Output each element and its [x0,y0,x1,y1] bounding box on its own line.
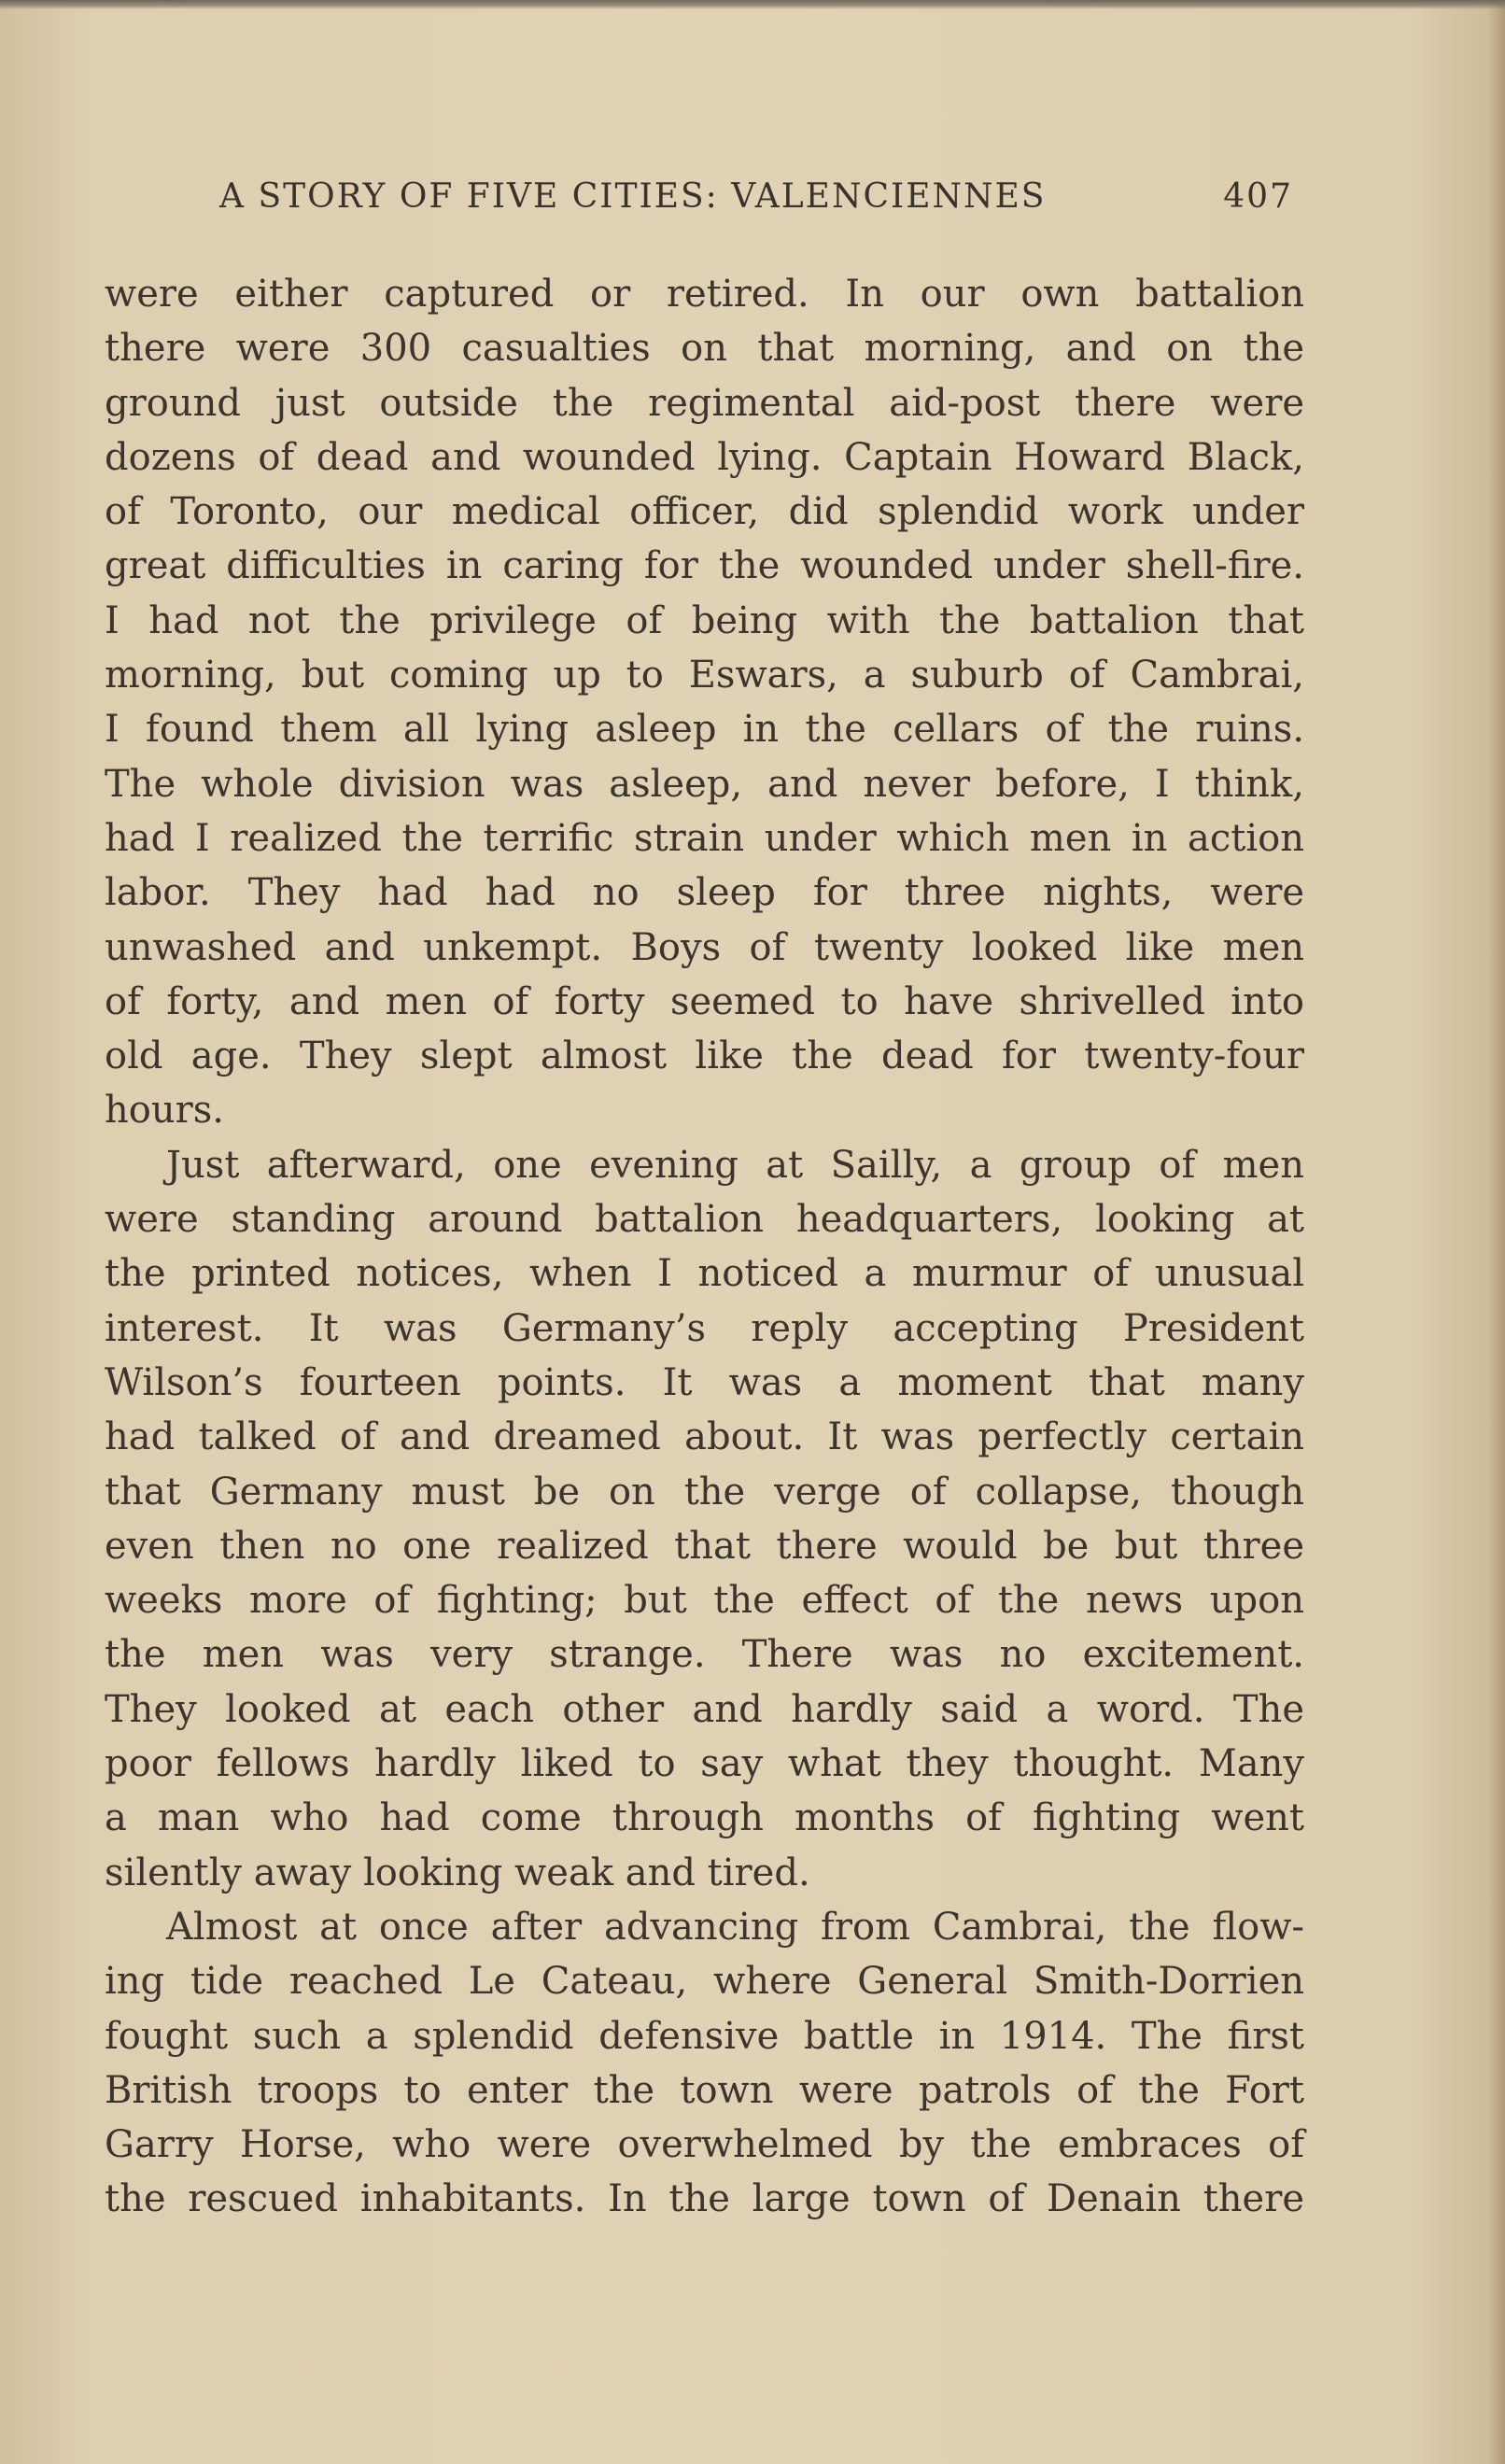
text-line: weeks more of fighting; but the effect of the news upon [105,1579,1304,1623]
text-line: great difficulties in caring for the wounded under shell-fire. [105,544,1304,588]
text-line: fought such a splendid defensive battle in 1914. The first [105,2014,1304,2058]
text-line: were standing around battalion headquarters, looking at [105,1198,1304,1242]
text-line: of forty, and men of forty seemed to have shrivelled into [105,979,1304,1023]
text-line: the rescued inhabitants. In the large town of Denain there [105,2177,1304,2221]
text-line: the men was very strange. There was no excitement. [105,1633,1304,1677]
text-line: even then no one realized that there would be but three [105,1524,1304,1568]
running-title: A STORY OF FIVE CITIES: VALENCIENNES [219,177,1047,216]
text-line: silently away looking weak and tired. [105,1851,810,1894]
text-line: a man who had come through months of fighting went [105,1796,1304,1840]
text-line: old age. They slept almost like the dead for twenty-four [105,1035,1304,1078]
text-line: of Toronto, our medical officer, did splendid work under [105,490,1304,534]
running-header [219,177,1293,216]
text-line: had I realized the terrific strain under which men in action [105,816,1304,860]
text-line: poor fellows hardly liked to say what they thought. Many [105,1742,1304,1786]
text-line: hours. [105,1089,224,1133]
page-edge-shadow [1488,0,1505,2464]
text-line: ing tide reached Le Cateau, where General Smith-Dorrien [105,1960,1304,2004]
text-line: They looked at each other and hardly said a word. The [105,1687,1304,1731]
body-text [105,267,1304,2227]
page-number: 407 [1223,177,1293,216]
text-line: The whole division was asleep, and never before, I think, [105,762,1304,806]
text-line: I found them all lying asleep in the cellars of the ruins. [105,708,1304,752]
text-line: morning, but coming up to Eswars, a suburb of Cambrai, [105,654,1304,697]
text-line: I had not the privilege of being with the battalion that [105,598,1304,642]
text-line: interest. It was Germany’s reply accepting President [105,1306,1304,1350]
text-line: Just afterward, one evening at Sailly, a group of men [166,1143,1304,1187]
text-line: that Germany must be on the verge of collapse, though [105,1470,1304,1514]
text-line: the printed notices, when I noticed a murmur of unusual [105,1252,1304,1296]
text-line: Wilson’s fourteen points. It was a moment that many [105,1360,1304,1404]
page-top-shadow [0,0,1505,9]
text-line: British troops to enter the town were patrols of the Fort [105,2068,1304,2112]
text-line: were either captured or retired. In our own battalion [105,273,1304,316]
text-line: there were 300 casualties on that morning, and on the [105,327,1304,371]
text-line: had talked of and dreamed about. It was perfectly certain [105,1415,1304,1459]
text-line: dozens of dead and wounded lying. Captain Howard Black, [105,435,1304,479]
text-line: ground just outside the regimental aid-post there were [105,381,1304,425]
text-line: Garry Horse, who were overwhelmed by the embraces of [105,2123,1304,2167]
text-line: unwashed and unkempt. Boys of twenty looked like men [105,925,1304,969]
text-line: labor. They had had no sleep for three nights, were [105,871,1304,915]
text-line: Almost at once after advancing from Cambrai, the flow- [166,1905,1304,1949]
